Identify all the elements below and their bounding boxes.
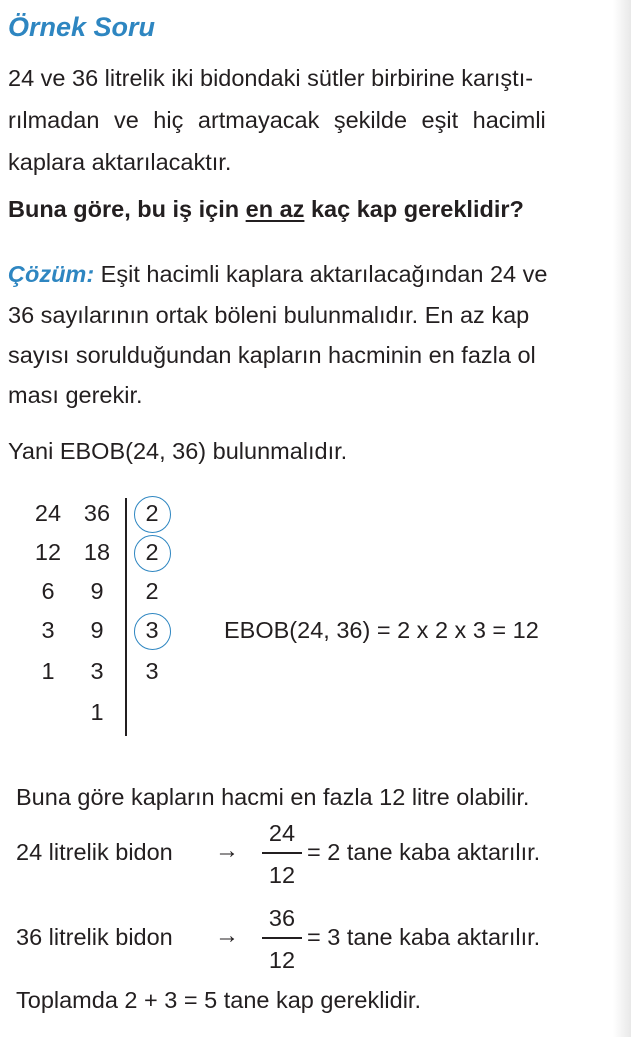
bidon2-result: = 3 tane kaba aktarılır. [307, 924, 541, 950]
solution-line-2: 36 sayılarının ortak böleni bulunmalıdır. En az kap [8, 302, 530, 328]
arrow-icon: → [215, 922, 239, 949]
table-cell-a: 12 [34, 539, 62, 565]
table-cell-a: 3 [41, 617, 55, 643]
page-edge-shadow [613, 0, 631, 1037]
solution-line-4: ması gerekir. [8, 382, 143, 408]
problem-line-3: kaplara aktarılacaktır. [8, 149, 232, 175]
solution-line-1 [8, 260, 547, 289]
table-cell-b: 3 [90, 658, 104, 684]
total-line: Toplamda 2 + 3 = 5 tane kap gereklidir. [16, 987, 421, 1013]
table-divisor: 2 [145, 500, 159, 526]
table-cell-b: 18 [83, 539, 111, 565]
page-title: Örnek Soru [8, 12, 156, 42]
fraction-denominator: 12 [268, 862, 296, 888]
table-cell-a: 1 [41, 658, 55, 684]
bidon1-result: = 2 tane kaba aktarılır. [307, 839, 541, 865]
table-cell-b: 9 [90, 578, 104, 604]
table-divisor: 3 [145, 617, 159, 643]
ebob-result: EBOB(24, 36) = 2 x 2 x 3 = 12 [224, 617, 539, 643]
problem-line-1: 24 ve 36 litrelik iki bidondaki sütler birbirine karıştı- [8, 65, 534, 91]
fraction-numerator: 36 [268, 905, 296, 931]
problem-line-2: rılmadan ve hiç artmayacak şekilde eşit hacimli [8, 107, 546, 133]
bidon1-label: 24 litrelik bidon [16, 839, 173, 865]
fraction-numerator: 24 [268, 820, 296, 846]
solution-line-3: sayısı sorulduğundan kapların hacminin en fazla ol [8, 342, 536, 368]
conclusion-line: Buna göre kapların hacmi en fazla 12 litre olabilir. [16, 784, 530, 810]
table-cell-b: 9 [90, 617, 104, 643]
question-before: Buna göre, bu iş için [8, 196, 246, 222]
table-cell-b: 1 [90, 699, 104, 725]
fraction-denominator: 12 [268, 947, 296, 973]
arrow-icon: → [215, 837, 239, 864]
table-cell-a: 6 [41, 578, 55, 604]
question-after: kaç kap gereklidir? [304, 196, 524, 222]
table-divisor: 2 [145, 539, 159, 565]
solution-label: Çözüm: [8, 261, 95, 287]
question [8, 196, 524, 223]
table-cell-b: 36 [83, 500, 111, 526]
solution-line-1-text: Eşit hacimli kaplara aktarılacağından 24 ve [94, 261, 548, 287]
table-divisor: 3 [145, 658, 159, 684]
table-divisor: 2 [145, 578, 159, 604]
ebob-intro: Yani EBOB(24, 36) bulunmalıdır. [8, 438, 348, 464]
fraction-bar [262, 852, 302, 854]
bidon2-label: 36 litrelik bidon [16, 924, 173, 950]
question-underlined: en az [245, 196, 305, 222]
table-cell-a: 24 [34, 500, 62, 526]
fraction-bar [262, 937, 302, 939]
division-divider-line [125, 498, 127, 736]
